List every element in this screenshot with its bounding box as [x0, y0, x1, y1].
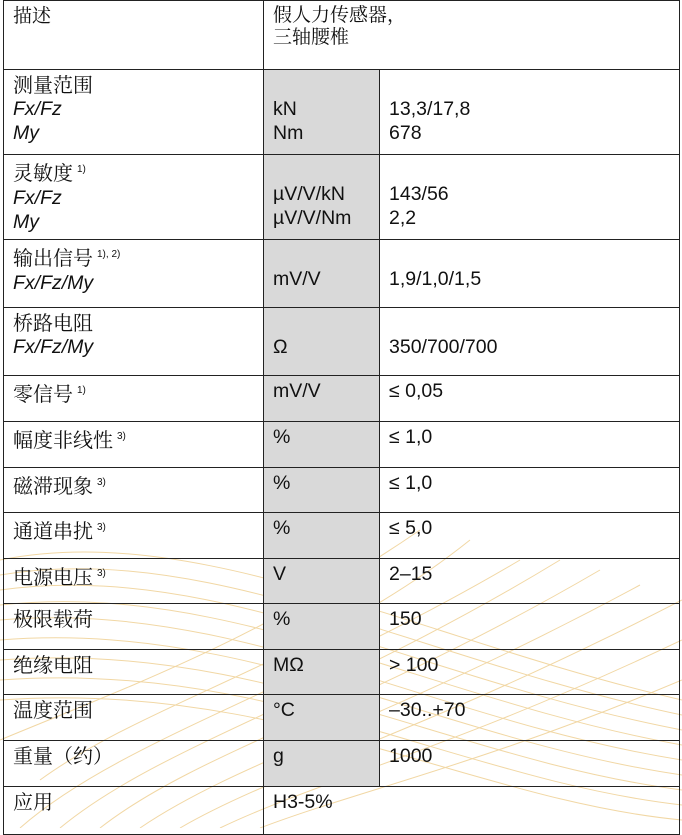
table-row [4, 240, 680, 308]
table-row [4, 422, 680, 468]
header-value: 假人力传感器， 三轴腰椎 [264, 1, 680, 70]
value-cell: 150 [380, 604, 680, 650]
value-cell: 143/56 2,2 [380, 155, 680, 240]
value-cell: ≤ 0,05 [380, 376, 680, 422]
row-label-cell: 测量范围 Fx/Fz My [4, 70, 264, 155]
footnote-marker: 3) [117, 431, 126, 442]
table-row [4, 741, 680, 787]
row-label-cell: 零信号 $^{1)}$ [4, 376, 264, 422]
footnote-marker: 1) [77, 164, 86, 175]
header-label: 描述 [4, 1, 264, 70]
row-label-cell: 绝缘电阻 [4, 650, 264, 695]
unit-cell: g [264, 741, 380, 787]
row-label-cell: 重量（约） [4, 741, 264, 787]
footnote-marker: 3) [97, 568, 106, 579]
row-label-cell: 应用 [4, 787, 264, 835]
value-cell: –30..+70 [380, 695, 680, 741]
table-row [4, 559, 680, 604]
unit-cell: % [264, 604, 380, 650]
unit-cell: mV/V [264, 376, 380, 422]
value-cell: 13,3/17,8 678 [380, 70, 680, 155]
row-label-cell: 温度范围 [4, 695, 264, 741]
spec-table [3, 0, 680, 835]
unit-cell: °C [264, 695, 380, 741]
row-label-cell: 灵敏度 $^{1)}$ Fx/Fz My [4, 155, 264, 240]
table-row [4, 513, 680, 559]
table-row [4, 468, 680, 513]
table-row-description [4, 1, 680, 70]
value-cell: ≤ 1,0 [380, 468, 680, 513]
table-row [4, 695, 680, 741]
table-row [4, 787, 680, 835]
table-row [4, 604, 680, 650]
value-cell: 350/700/700 [380, 308, 680, 376]
row-label-cell: 桥路电阻 Fx/Fz/My [4, 308, 264, 376]
value-cell: 1000 [380, 741, 680, 787]
footnote-marker: 3) [97, 522, 106, 533]
unit-cell: % [264, 513, 380, 559]
footnote-marker: 3) [97, 477, 106, 488]
unit-cell: % [264, 468, 380, 513]
row-label-cell: 幅度非线性 $^{3)}$ [4, 422, 264, 468]
value-cell: 1,9/1,0/1,5 [380, 240, 680, 308]
unit-cell: mV/V [264, 240, 380, 308]
unit-cell: % [264, 422, 380, 468]
unit-cell: Ω [264, 308, 380, 376]
unit-cell: kN Nm [264, 70, 380, 155]
row-label-cell: 磁滞现象 $^{3)}$ [4, 468, 264, 513]
table-row [4, 650, 680, 695]
value-cell: ≤ 5,0 [380, 513, 680, 559]
footnote-marker: 1), 2) [97, 249, 121, 260]
row-label-cell: 电源电压 $^{3)}$ [4, 559, 264, 604]
row-label-cell: 极限载荷 [4, 604, 264, 650]
table-row [4, 376, 680, 422]
row-label-cell: 输出信号 $^{1), 2)}$ Fx/Fz/My [4, 240, 264, 308]
value-cell: ≤ 1,0 [380, 422, 680, 468]
unit-cell: V [264, 559, 380, 604]
unit-cell: MΩ [264, 650, 380, 695]
value-cell: H3-5% [264, 787, 680, 835]
table-row [4, 70, 680, 155]
value-cell: 2–15 [380, 559, 680, 604]
table-row [4, 308, 680, 376]
table-row [4, 155, 680, 240]
row-label-cell: 通道串扰 $^{3)}$ [4, 513, 264, 559]
unit-cell: µV/V/kN µV/V/Nm [264, 155, 380, 240]
value-cell: > 100 [380, 650, 680, 695]
footnote-marker: 1) [77, 385, 86, 396]
